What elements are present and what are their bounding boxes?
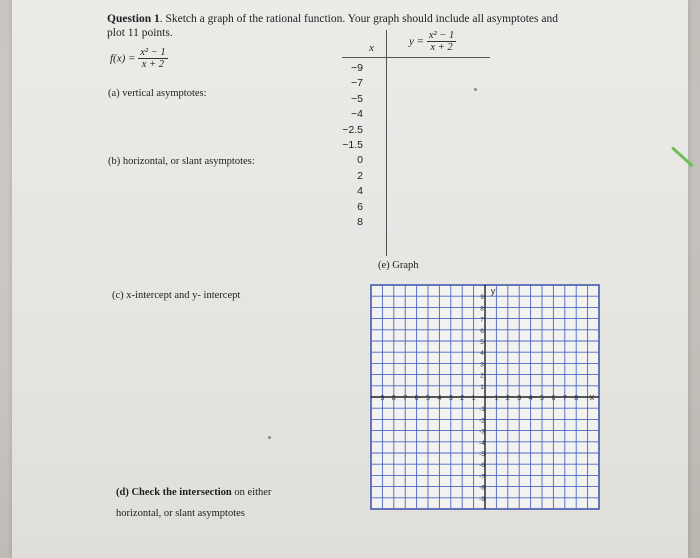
- y-tick-label: 5: [480, 339, 484, 346]
- function-denominator: x + 2: [141, 59, 165, 70]
- part-c-intercepts: (c) x-intercept and y- intercept: [112, 290, 241, 301]
- y-tick-label: -8: [479, 484, 485, 492]
- part-d-bold: (d) Check the intersection: [116, 487, 232, 498]
- part-e-graph-label: (e) Graph: [378, 260, 419, 271]
- function-definition: [110, 47, 168, 71]
- y-tick-label: -5: [479, 451, 485, 458]
- table-vertical-rule: [386, 30, 387, 256]
- part-b-horizontal-asymptotes: (b) horizontal, or slant asymptotes:: [108, 156, 255, 167]
- part-d-line2: horizontal, or slant asymptotes: [116, 508, 245, 519]
- y-tick-label: 2: [480, 372, 484, 380]
- table-x-value: 4: [357, 185, 363, 198]
- y-tick-label: -2: [479, 417, 485, 425]
- table-y-numerator: x² − 1: [428, 30, 455, 41]
- y-tick-label: -9: [479, 495, 485, 503]
- y-tick-label: -6: [479, 462, 485, 470]
- part-d-intersection: [116, 487, 271, 498]
- y-tick-label: -3: [479, 428, 485, 436]
- table-x-value: −2.5: [342, 123, 363, 136]
- y-axis-label: y: [490, 286, 496, 296]
- table-x-value: 0: [357, 154, 363, 167]
- function-fraction: [138, 47, 167, 71]
- question-title: [107, 12, 577, 40]
- table-x-header: x: [369, 42, 374, 54]
- part-d-rest: on either: [231, 487, 272, 498]
- worksheet-page: [12, 0, 688, 558]
- table-y-denominator: x + 2: [430, 42, 453, 53]
- x-tick-label: 5: [540, 395, 544, 402]
- table-y-header: [409, 30, 456, 54]
- x-tick-label: 8: [391, 395, 396, 402]
- y-tick-label: 9: [480, 294, 484, 302]
- x-tick-label: 9: [380, 395, 385, 402]
- table-x-value: 6: [357, 200, 363, 213]
- table-horizontal-rule: [342, 57, 490, 58]
- x-tick-label: 6: [551, 395, 556, 402]
- y-tick-label: 7: [480, 316, 484, 324]
- y-tick-label: 6: [480, 327, 484, 335]
- coordinate-grid-svg: [370, 284, 600, 510]
- part-a-vertical-asymptotes: (a) vertical asymptotes:: [108, 88, 207, 99]
- function-lhs: f(x) =: [110, 52, 136, 65]
- x-tick-label: 5: [426, 395, 430, 402]
- x-tick-label: 2: [460, 395, 465, 402]
- table-x-value: 2: [357, 169, 363, 182]
- table-x-value: −4: [351, 108, 363, 121]
- x-tick-label: 7: [403, 395, 408, 402]
- y-tick-label: 4: [480, 350, 484, 358]
- y-tick-label: 3: [480, 361, 484, 369]
- y-tick-label: -7: [479, 473, 485, 481]
- table-y-lhs: y =: [409, 35, 425, 48]
- table-x-value: 8: [357, 216, 363, 228]
- x-tick-label: 8: [574, 395, 579, 402]
- x-tick-label: 1: [494, 395, 499, 402]
- stray-mark: [474, 88, 477, 91]
- x-tick-label: 2: [505, 395, 510, 402]
- graph-grid: [370, 284, 600, 515]
- x-axis-label: x: [589, 392, 595, 402]
- table-x-value: −1.5: [342, 139, 363, 151]
- table-x-value: −7: [351, 77, 363, 90]
- y-tick-label: -1: [479, 406, 485, 414]
- x-tick-label: 6: [414, 395, 419, 402]
- question-text: . Sketch a graph of the rational function. Your graph should include all asymptotes and plot 11 points.: [107, 13, 558, 39]
- stray-mark: [268, 436, 271, 439]
- question-label: Question 1: [107, 13, 160, 25]
- x-tick-label: 4: [528, 395, 533, 402]
- table-x-value: −5: [351, 92, 363, 105]
- x-tick-label: 3: [448, 395, 453, 402]
- y-tick-label: -4: [479, 439, 485, 447]
- function-numerator: x² − 1: [140, 47, 166, 58]
- y-tick-label: 8: [480, 305, 484, 313]
- y-tick-label: 1: [480, 383, 484, 391]
- x-tick-label: 7: [562, 395, 567, 402]
- table-x-value: −9: [351, 62, 363, 74]
- x-tick-label: 3: [517, 395, 522, 402]
- table-y-fraction: [427, 30, 456, 54]
- x-tick-label: 4: [437, 395, 442, 402]
- x-tick-label: 1: [471, 395, 476, 402]
